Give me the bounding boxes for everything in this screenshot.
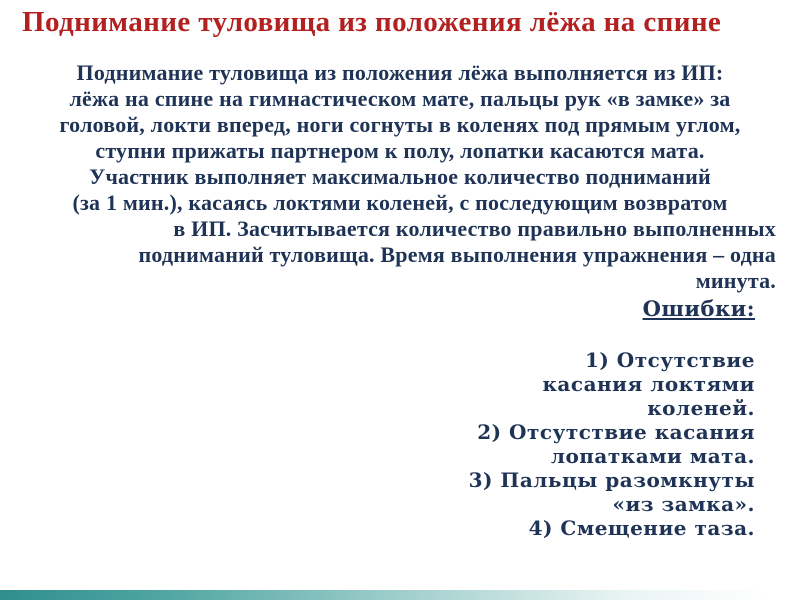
description-line: лёжа на спине на гимнастическом мате, пальцы рук «в замке» за bbox=[69, 86, 731, 111]
error-line: 2) Отсутствие касания bbox=[477, 420, 755, 444]
errors-list bbox=[375, 296, 755, 540]
description-line: Поднимание туловища из положения лёжа выполняется из ИП: bbox=[76, 60, 724, 85]
description-paragraph-1 bbox=[18, 60, 782, 164]
description-line: минута. bbox=[695, 268, 776, 293]
errors-heading: Ошибки: bbox=[642, 296, 755, 321]
error-line: 1) Отсутствие bbox=[584, 348, 755, 372]
error-item-4 bbox=[375, 516, 755, 540]
description-line: головой, локти вперед, ноги согнуты в коленях под прямым углом, bbox=[59, 112, 741, 137]
error-item-3 bbox=[375, 468, 755, 516]
page-title: Поднимание туловища из положения лёжа на спине bbox=[22, 6, 722, 38]
error-line: коленей. bbox=[647, 396, 755, 420]
description-line: ступни прижаты партнером к полу, лопатки касаются мата. bbox=[95, 138, 705, 163]
description-paragraph-3 bbox=[18, 216, 782, 294]
error-item-1 bbox=[375, 348, 755, 420]
footer-gradient-bar bbox=[0, 590, 800, 600]
description-paragraph-2 bbox=[18, 164, 782, 216]
error-line: касания локтями bbox=[542, 372, 755, 396]
exercise-description bbox=[18, 60, 782, 294]
description-line: подниманий туловища. Время выполнения упражнения – одна bbox=[138, 242, 776, 267]
error-line: лопатками мата. bbox=[550, 444, 755, 468]
description-line: Участник выполняет максимальное количество подниманий bbox=[89, 164, 711, 189]
error-line: «из замка». bbox=[612, 492, 755, 516]
error-line: 3) Пальцы разомкнуты bbox=[468, 468, 755, 492]
error-line: 4) Смещение таза. bbox=[528, 516, 755, 540]
error-item-2 bbox=[375, 420, 755, 468]
description-line: в ИП. Засчитывается количество правильно выполненных bbox=[173, 216, 776, 241]
description-line: (за 1 мин.), касаясь локтями коленей, с последующим возвратом bbox=[72, 190, 728, 215]
